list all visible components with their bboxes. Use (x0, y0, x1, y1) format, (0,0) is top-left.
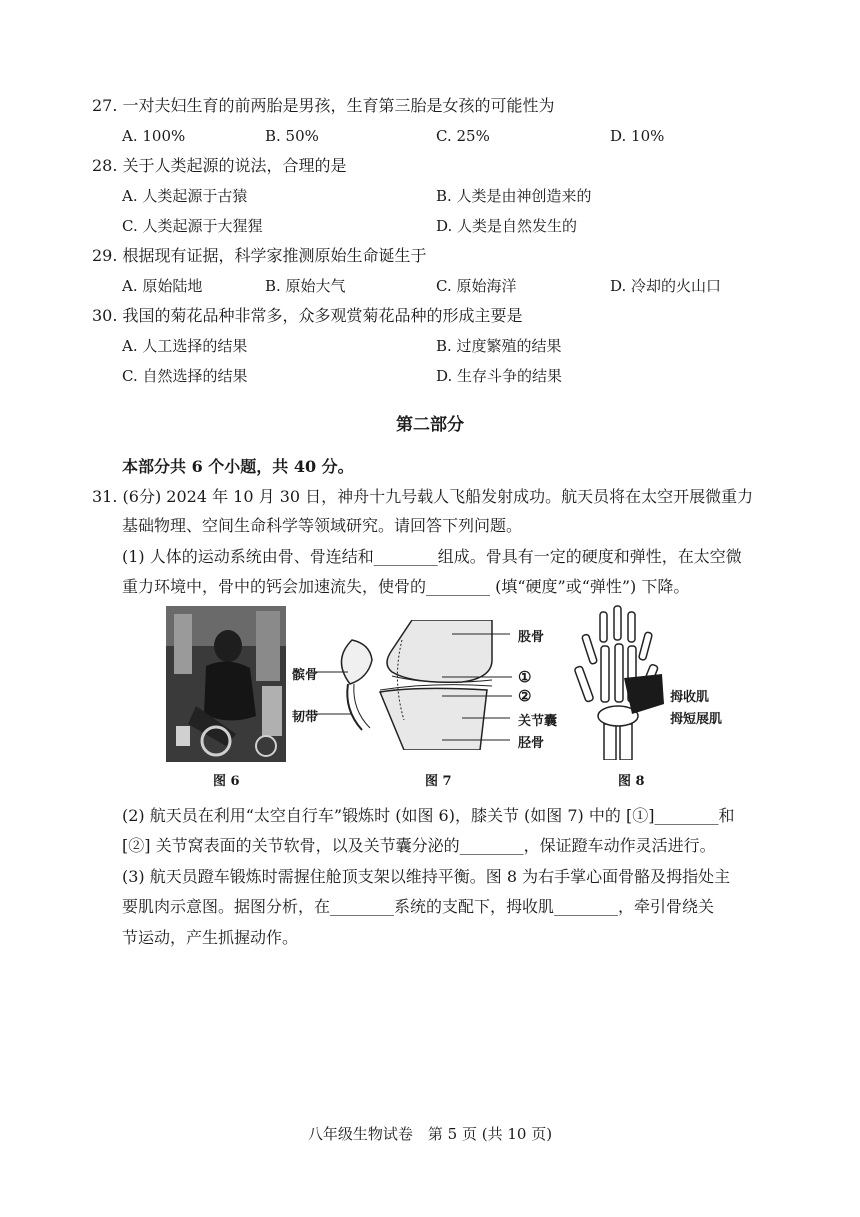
q31-part1-line1: (1) 人体的运动系统由骨、骨连结和________组成。骨具有一定的硬度和弹性，在太空微 (122, 547, 742, 566)
part2-title: 第二部分 (396, 415, 464, 435)
figure-8-caption: 图 8 (618, 774, 645, 789)
figure-8-label-abductor: 拇短展肌 (670, 712, 723, 727)
q27-option-a: A. 100% (122, 127, 186, 145)
q28-option-b: B. 人类是由神创造来的 (436, 187, 592, 205)
q28-option-d: D. 人类是自然发生的 (436, 217, 578, 235)
figure-6-photo (166, 606, 286, 762)
q30-option-a: A. 人工选择的结果 (122, 337, 248, 355)
q27-option-d: D. 10% (610, 127, 665, 145)
q29-stem: 29. 根据现有证据，科学家推测原始生命诞生于 (92, 246, 427, 265)
part2-intro: 本部分共 6 个小题，共 40 分。 (122, 457, 354, 476)
figure-7-caption: 图 7 (425, 774, 452, 789)
figure-8-hand-diagram (572, 604, 672, 760)
q28-option-a: A. 人类起源于古猿 (122, 187, 248, 205)
q29-option-d: D. 冷却的火山口 (610, 277, 722, 295)
figure-7-label-tibia: 胫骨 (518, 736, 545, 751)
figure-6-caption: 图 6 (213, 774, 240, 789)
figure-7-label-femur: 股骨 (518, 630, 545, 645)
q31-part2-line2: [②] 关节窝表面的关节软骨，以及关节囊分泌的________，保证蹬车动作灵活进行。 (122, 836, 716, 855)
figure-8-label-adductor: 拇收肌 (670, 690, 710, 705)
figure-7-label-capsule: 关节囊 (518, 714, 558, 729)
q31-line2: 基础物理、空间生命科学等领域研究。请回答下列问题。 (122, 516, 523, 535)
figure-7-label-circle-1: ① (518, 668, 532, 686)
q30-stem: 30. 我国的菊花品种非常多，众多观赏菊花品种的形成主要是 (92, 306, 523, 325)
q31-part3-line3: 节运动，产生抓握动作。 (122, 928, 299, 947)
q31-part2-line1: (2) 航天员在利用“太空自行车”锻炼时 (如图 6)，膝关节 (如图 7) 中的 [①]________和 (122, 806, 735, 825)
q30-option-d: D. 生存斗争的结果 (436, 367, 563, 385)
q29-option-b: B. 原始大气 (265, 277, 346, 295)
q29-option-a: A. 原始陆地 (122, 277, 203, 295)
q31-part1-line2: 重力环境中，骨中的钙会加速流失，使骨的________ (填“硬度”或“弹性”) 下降。 (122, 577, 690, 596)
figure-7-label-circle-2: ② (518, 687, 532, 705)
q31-part3-line1: (3) 航天员蹬车锻炼时需握住舱顶支架以维持平衡。图 8 为右手掌心面骨骼及拇指处主 (122, 867, 731, 886)
q29-option-c: C. 原始海洋 (436, 277, 517, 295)
page-footer: 八年级生物试卷 第 5 页 (共 10 页) (307, 1125, 553, 1143)
q28-option-c: C. 人类起源于大猩猩 (122, 217, 263, 235)
q31-part3-line2: 要肌肉示意图。据图分析，在________系统的支配下，拇收肌________，牵引骨绕关 (122, 897, 715, 916)
figure-7-label-ligament: 韧带 (292, 710, 319, 725)
q27-stem: 27. 一对夫妇生育的前两胎是男孩，生育第三胎是女孩的可能性为 (92, 96, 555, 115)
q27-option-c: C. 25% (436, 127, 490, 145)
q28-stem: 28. 关于人类起源的说法，合理的是 (92, 156, 347, 175)
q27-option-b: B. 50% (265, 127, 319, 145)
figure-7-label-patella: 髌骨 (292, 668, 319, 683)
q30-option-b: B. 过度繁殖的结果 (436, 337, 562, 355)
q30-option-c: C. 自然选择的结果 (122, 367, 248, 385)
q31-line1: 31. (6分) 2024 年 10 月 30 日，神舟十九号载人飞船发射成功。航天员将在太空开展微重力 (92, 487, 754, 506)
